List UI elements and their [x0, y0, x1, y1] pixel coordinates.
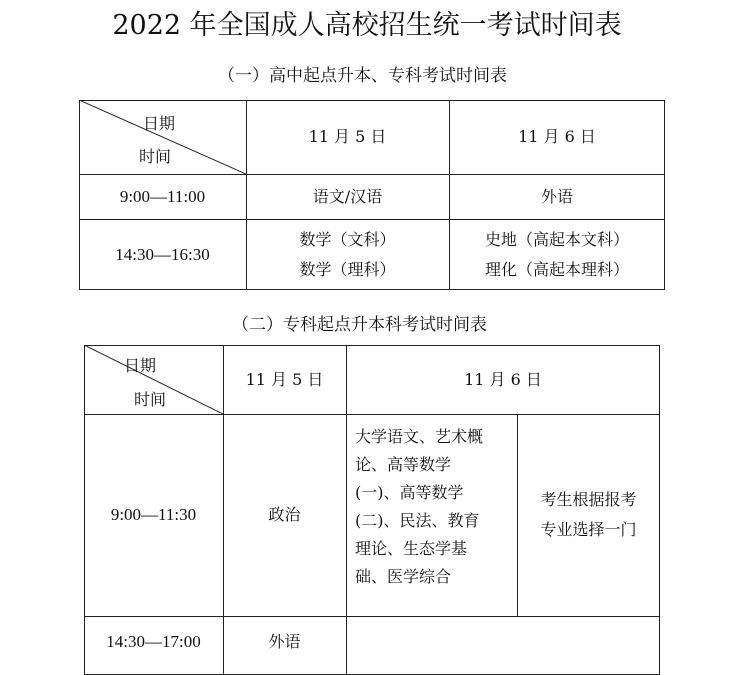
table2-row1-day2-note — [517, 414, 660, 616]
table2-date-label: 日期 — [124, 356, 157, 375]
table1-row1-time: 9:00—11:00 — [119, 186, 206, 206]
table1-row2-day1-line: 数学（文科） — [299, 229, 396, 249]
table2-row2-time: 14:30—17:00 — [106, 632, 201, 651]
table1 — [79, 100, 665, 290]
table2-header-day2: 11 月 6 日 — [464, 369, 542, 389]
table1-row2-day1-line: 数学（理科） — [299, 259, 396, 279]
table1-row2-day2 — [449, 219, 665, 290]
table1-row1-day1: 语文/汉语 — [312, 186, 383, 206]
table2-row2-day2 — [346, 616, 660, 668]
table1-header-day1: 11 月 5 日 — [308, 127, 387, 146]
subject-line: (二)、民法、教育 — [355, 511, 480, 530]
table1-row2-day2-line: 史地（高起本文科） — [484, 229, 629, 249]
table2-row1-day1: 政治 — [268, 505, 301, 524]
table2-row2-day1: 外语 — [268, 632, 301, 651]
subject-line: 础、医学综合 — [355, 567, 452, 586]
table2-time-label: 时间 — [134, 390, 167, 409]
table2-row1-time: 9:00—11:30 — [110, 505, 197, 524]
table2-row1-day2-subjects — [355, 423, 515, 591]
table1-caption: （一）高中起点升本、专科考试时间表 — [218, 66, 507, 86]
table2-caption: （二）专科起点升本科考试时间表 — [232, 315, 487, 335]
subject-line: (一)、高等数学 — [355, 483, 464, 502]
table1-row2-time: 14:30—16:30 — [115, 244, 210, 264]
table2 — [84, 345, 660, 665]
page-title: 2022 年全国成人高校招生统一考试时间表 — [112, 10, 622, 41]
note-line: 考生根据报考 — [540, 490, 637, 509]
table1-date-label: 日期 — [143, 114, 176, 133]
subject-line: 大学语文、艺术概 — [355, 427, 484, 446]
table1-time-label: 时间 — [139, 147, 172, 166]
note-line: 专业选择一门 — [540, 520, 637, 539]
table1-header-day2: 11 月 6 日 — [518, 127, 596, 146]
subject-line: 理论、生态学基 — [355, 539, 468, 558]
table2-header-day1: 11 月 5 日 — [245, 369, 324, 389]
table1-row2-day2-line: 理化（高起本理科） — [484, 259, 629, 279]
subject-line: 论、高等数学 — [355, 455, 452, 474]
table1-row2-day1 — [246, 219, 449, 290]
table1-row1-day2: 外语 — [540, 186, 573, 206]
